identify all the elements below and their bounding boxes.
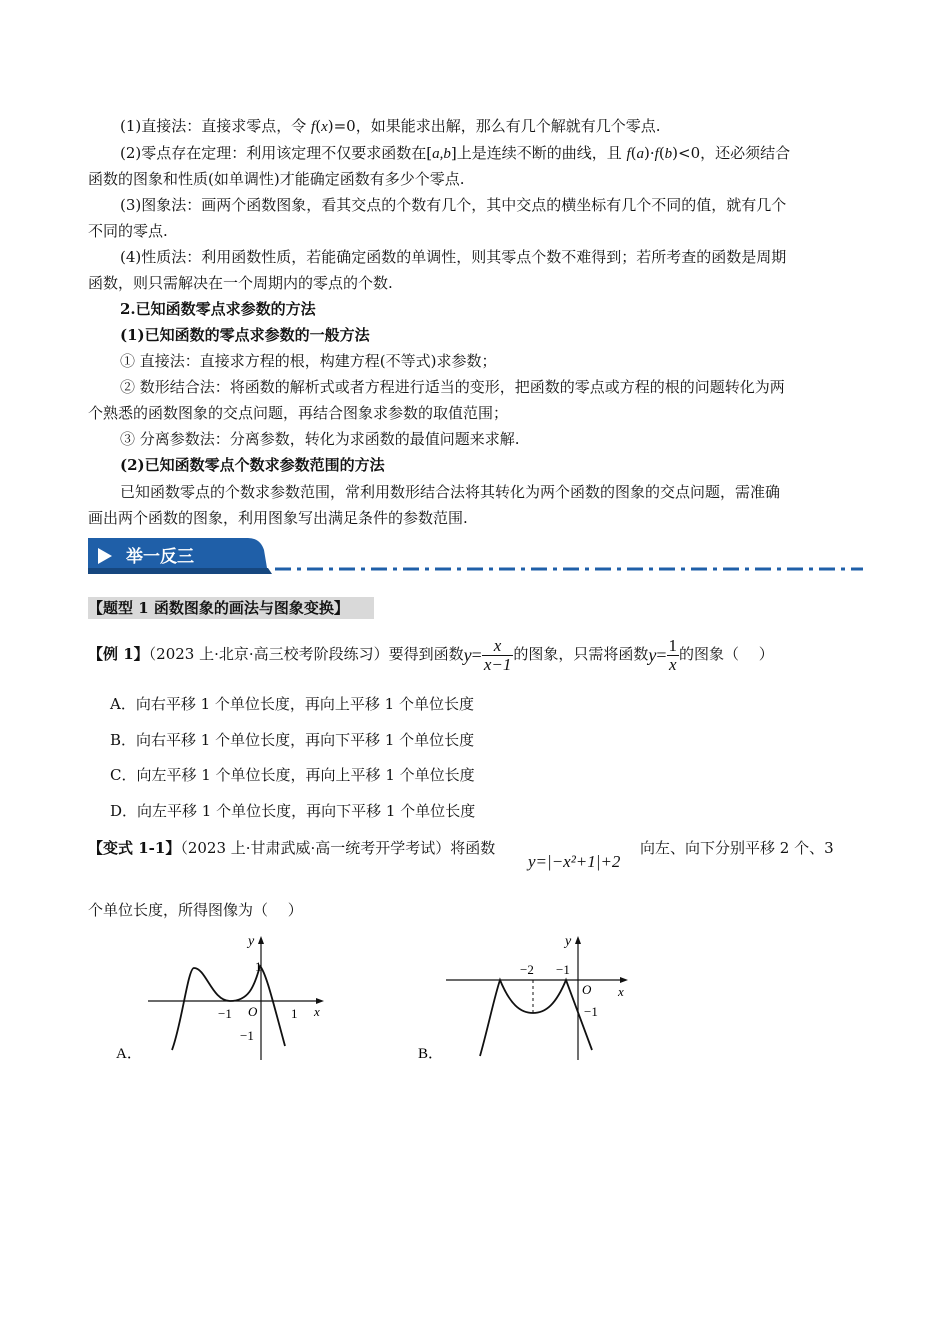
section-banner xyxy=(88,536,863,576)
option-a: A．向右平移 1 个单位长度，再向上平移 1 个单位长度 xyxy=(110,695,474,713)
svg-text:−2: −2 xyxy=(520,962,534,977)
svg-text:1: 1 xyxy=(255,959,262,974)
params-sub1: (1)已知函数的零点求参数的一般方法 xyxy=(120,326,370,344)
method-theorem: (2)零点存在定理：利用该定理不仅要求函数在[a,b]上是连续不断的曲线，且 f(a)·f(b)<0，还必须结合 xyxy=(120,144,791,162)
svg-text:x: x xyxy=(314,1004,320,1019)
params-item3: ③ 分离参数法：分离参数，转化为求函数的最值问题来求解. xyxy=(120,430,520,448)
method-direct: (1)直接法：直接求零点，令 f(x)=0，如果能求出解，那么有几个解就有几个零点. xyxy=(120,117,661,135)
svg-text:−1: −1 xyxy=(218,1006,232,1021)
method-graph-cont: 不同的零点. xyxy=(88,222,168,240)
method-property-cont: 函数，则只需解决在一个周期内的零点的个数. xyxy=(88,274,393,292)
option-b: B．向右平移 1 个单位长度，再向下平移 1 个单位长度 xyxy=(110,731,475,749)
option-d: D．向左平移 1 个单位长度，再向下平移 1 个单位长度 xyxy=(110,802,476,820)
params-sub2: (2)已知函数零点个数求参数范围的方法 xyxy=(120,456,385,474)
svg-text:y: y xyxy=(248,934,255,949)
section-title: 【题型 1 函数图象的画法与图象变换】 xyxy=(88,599,349,617)
curve-b xyxy=(480,980,592,1056)
svg-text:−1: −1 xyxy=(240,1028,254,1043)
method-property: (4)性质法：利用函数性质，若能确定函数的单调性，则其零点个数不难得到；若所考查的函数是周期 xyxy=(120,248,787,266)
svg-text:y: y xyxy=(565,934,572,949)
method-graph: (3)图象法：画两个函数图象，看其交点的个数有几个，其中交点的横坐标有几个不同的值，就有几个 xyxy=(120,196,787,214)
svg-text:O: O xyxy=(248,1004,258,1019)
variant-after: 向左、向下分别平移 2 个、3 xyxy=(640,839,834,857)
banner-title: 举一反三 xyxy=(126,547,194,567)
params-paragraph: 已知函数零点的个数求参数范围，常利用数形结合法将其转化为两个函数的图象的交点问题，需准确 xyxy=(120,483,781,501)
graph-b-letter: B． xyxy=(418,1046,444,1062)
fraction-x-over-x-minus-1: $\frac{x}{x-1}$ xyxy=(483,635,512,674)
params-item2: ② 数形结合法：将函数的解析式或者方程进行适当的变形，把函数的零点或方程的根的问题转化为两 xyxy=(120,378,785,396)
params-item1: ① 直接法：直接求方程的根，构建方程(不等式)求参数； xyxy=(120,352,497,370)
graph-b xyxy=(412,928,642,1063)
svg-text:x: x xyxy=(618,984,624,999)
variant-question: 【变式 1-1】（2023 上·甘肃武威·高一统考开学考试）将函数 xyxy=(88,839,496,857)
svg-text:−1: −1 xyxy=(556,962,570,977)
graph-a xyxy=(110,928,340,1063)
svg-text:O: O xyxy=(582,982,592,997)
method-theorem-cont: 函数的图象和性质(如单调性)才能确定函数有多少个零点. xyxy=(88,170,465,188)
graph-a-letter: A． xyxy=(116,1046,142,1062)
variant-formula: y=|−x²+1|+2 xyxy=(528,852,621,871)
example1-question: 【例 1】（2023 上·北京·高三校考阶段练习）要得到函数y= $\frac{x}{x-1}$ 的图象，只需将函数y= $\frac{1}{x}$ 的图象（ ） xyxy=(88,635,774,674)
fraction-1-over-x: $\frac{1}{x}$ xyxy=(668,635,678,674)
params-paragraph-cont: 画出两个函数的图象，利用图象写出满足条件的参数范围. xyxy=(88,509,468,527)
variant-line2: 个单位长度，所得图像为（ ） xyxy=(88,901,303,919)
svg-text:−1: −1 xyxy=(584,1004,598,1019)
params-heading: 2.已知函数零点求参数的方法 xyxy=(120,300,316,318)
option-c: C．向左平移 1 个单位长度，再向上平移 1 个单位长度 xyxy=(110,766,475,784)
svg-text:1: 1 xyxy=(291,1006,298,1021)
params-item2-cont: 个熟悉的函数图象的交点问题，再结合图象求参数的取值范围； xyxy=(88,404,509,422)
